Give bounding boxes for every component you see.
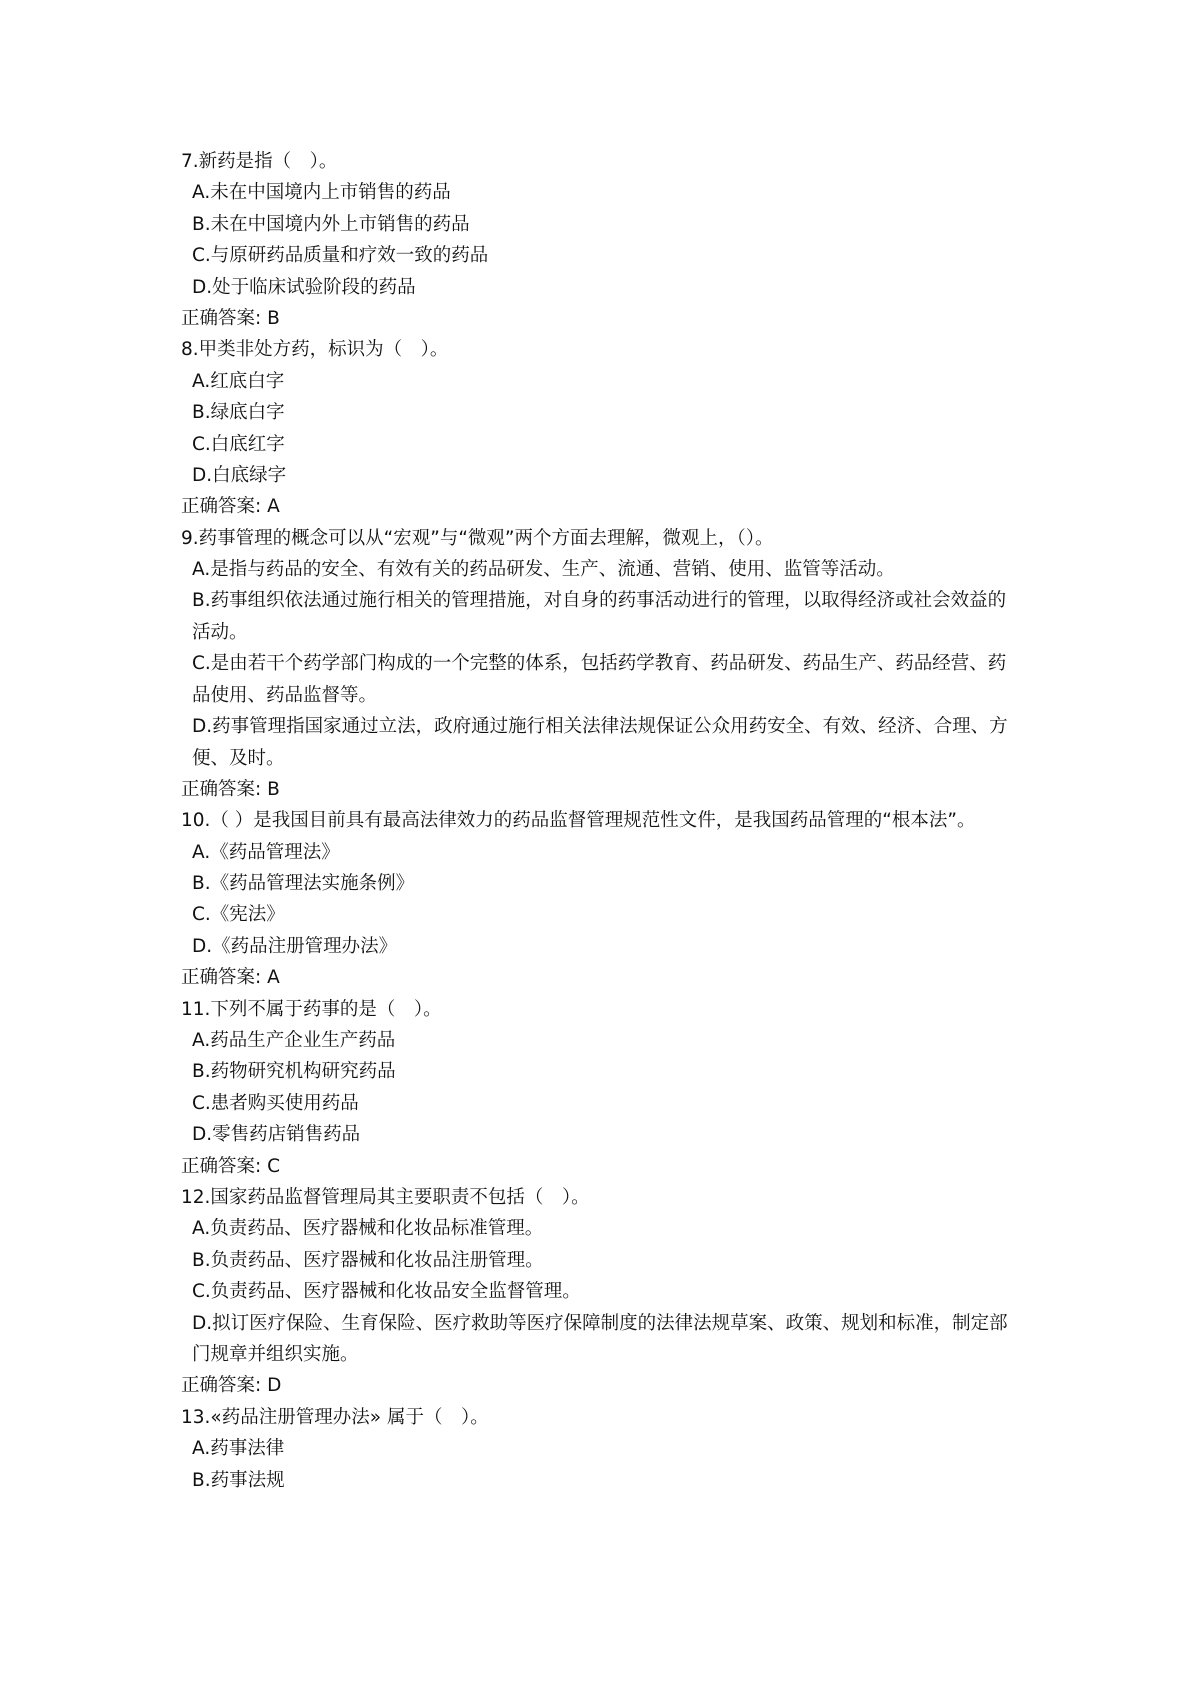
question-12-answer: 正确答案: D	[181, 1375, 282, 1397]
question-9-option-d: D.药事管理指国家通过立法，政府通过施行相关法律法规保证公众用药安全、有效、经济、合理、方便、及时。	[192, 716, 1008, 769]
question-9-stem: 9.药事管理的概念可以从“宏观”与“微观”两个方面去理解，微观上，（）。	[181, 527, 774, 549]
question-10-option-b: B.《药品管理法实施条例》	[192, 873, 415, 895]
question-11-option-b: B.药物研究机构研究药品	[192, 1061, 396, 1083]
question-8-stem: 8.甲类非处方药，标识为（ ）。	[181, 339, 449, 361]
question-13-option-b: B.药事法规	[192, 1469, 285, 1491]
question-10-stem: 10.（ ）是我国目前具有最高法律效力的药品监督管理规范性文件，是我国药品管理的“根本法”。	[181, 810, 976, 832]
question-7-option-a: A.未在中国境内上市销售的药品	[192, 182, 451, 204]
question-8-option-a: A.红底白字	[192, 370, 285, 392]
question-9-option-c: C.是由若干个药学部门构成的一个完整的体系，包括药学教育、药品研发、药品生产、药品经营、药品使用、药品监督等。	[192, 653, 1007, 706]
question-9-option-a: A.是指与药品的安全、有效有关的药品研发、生产、流通、营销、使用、监管等活动。	[192, 559, 895, 581]
question-8-option-c: C.白底红字	[192, 433, 285, 455]
question-12-option-c: C.负责药品、医疗器械和化妆品安全监督管理。	[192, 1281, 581, 1303]
question-11-answer: 正确答案: C	[181, 1155, 281, 1177]
question-list	[181, 146, 1021, 1496]
question-7-answer: 正确答案: B	[181, 307, 280, 329]
question-13-stem: 13.«药品注册管理办法» 属于（ ）。	[181, 1406, 489, 1428]
question-7-option-c: C.与原研药品质量和疗效一致的药品	[192, 245, 489, 267]
question-10-option-d: D.《药品注册管理办法》	[192, 935, 398, 957]
question-9-answer: 正确答案: B	[181, 778, 280, 800]
question-7-option-d: D.处于临床试验阶段的药品	[192, 276, 416, 298]
question-10-answer: 正确答案: A	[181, 967, 280, 989]
question-8-option-b: B.绿底白字	[192, 402, 285, 424]
question-9-option-b: B.药事组织依法通过施行相关的管理措施，对自身的药事活动进行的管理，以取得经济或社会效益的活动。	[192, 590, 1007, 643]
question-12-option-b: B.负责药品、医疗器械和化妆品注册管理。	[192, 1249, 544, 1271]
question-8-option-d: D.白底绿字	[192, 464, 287, 486]
question-12-stem: 12.国家药品监督管理局其主要职责不包括（ ）。	[181, 1187, 590, 1208]
question-12-option-a: A.负责药品、医疗器械和化妆品标准管理。	[192, 1218, 544, 1240]
question-8-answer: 正确答案: A	[181, 496, 280, 518]
question-10-option-a: A.《药品管理法》	[192, 841, 340, 863]
question-7-stem: 7.新药是指（ ）。	[181, 151, 338, 172]
question-11-option-a: A.药品生产企业生产药品	[192, 1030, 396, 1052]
question-11-option-d: D.零售药店销售药品	[192, 1124, 361, 1146]
question-10-option-c: C.《宪法》	[192, 904, 285, 926]
question-11-stem: 11.下列不属于药事的是（ ）。	[181, 998, 442, 1020]
question-12-option-d: D.拟订医疗保险、生育保险、医疗救助等医疗保障制度的法律法规草案、政策、规划和标准，制定部门规章并组织实施。	[192, 1312, 1008, 1365]
question-7-option-b: B.未在中国境内外上市销售的药品	[192, 213, 470, 235]
question-11-option-c: C.患者购买使用药品	[192, 1092, 359, 1114]
question-13-option-a: A.药事法律	[192, 1438, 285, 1460]
